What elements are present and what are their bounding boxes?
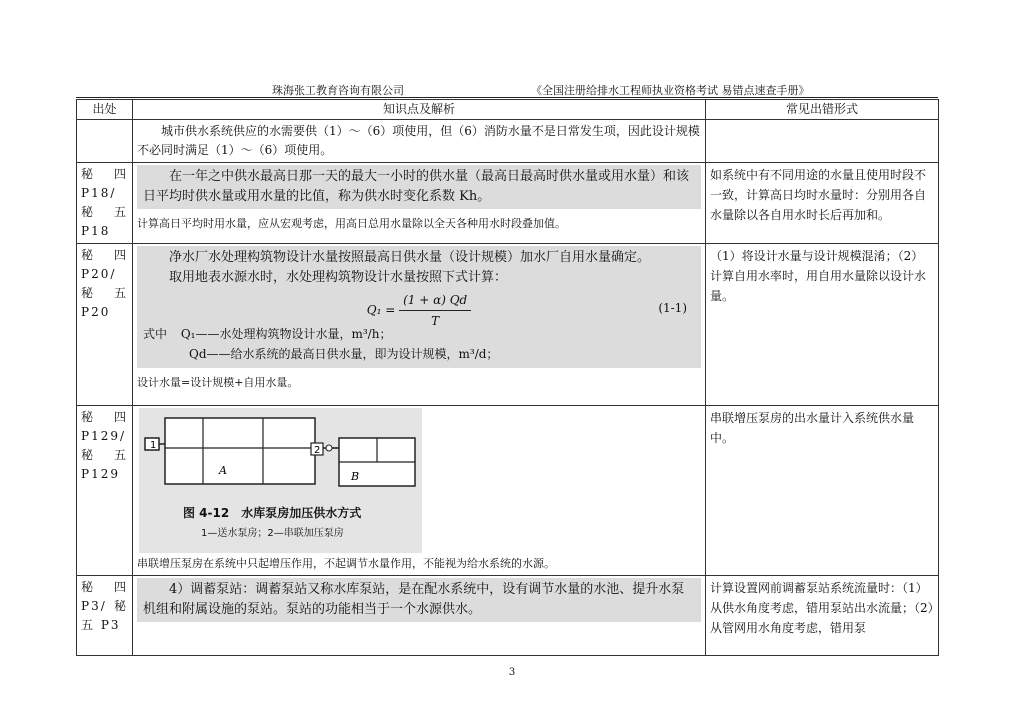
header-company: 珠海张工教育咨询有限公司 <box>272 84 404 97</box>
formula-lhs: Q₁ = <box>366 303 396 317</box>
row-source: 秘 四 P18/秘 五 P18 <box>77 163 133 244</box>
row-knowledge <box>133 163 706 244</box>
knowledge-note: 设计水量=设计规模+自用水量。 <box>137 376 299 389</box>
table-row <box>77 163 939 244</box>
formula-number: (1-1) <box>658 301 687 315</box>
row-mistake: 串联增压泵房的出水量计入系统供水量中。 <box>706 406 939 576</box>
table-header-row <box>77 100 939 120</box>
table-row <box>77 406 939 576</box>
col-header-mistake: 常见出错形式 <box>706 100 939 120</box>
row-mistake <box>706 120 939 163</box>
figure-subcaption: 1—送水泵房；2—串联加压泵房 <box>201 528 344 539</box>
def-line-2: Qd——给水系统的最高日供水量，即为设计规模，m³/d； <box>189 347 499 361</box>
page-number: 3 <box>508 667 516 678</box>
table-row <box>77 120 939 163</box>
row-mistake: （1）将设计水量与设计规模混淆；（2）计算自用水率时，用自用水量除以设计水量。 <box>706 244 939 406</box>
def-prefix: 式中 <box>143 327 168 341</box>
excerpt-line-1: 净水厂水处理构筑物设计水量按照最高日供水量（设计规模）加水厂自用水量确定。 <box>169 250 651 265</box>
highlight-excerpt: 4）调蓄泵站：调蓄泵站又称水库泵站，是在配水系统中，设有调节水量的水池、提升水泵机组和附属设施的泵站。泵站的功能相当于一个水源供水。 <box>137 578 701 622</box>
row-source: 秘 四 P3/秘 五 P3 <box>77 576 133 656</box>
row-source: 秘 四 P20/秘 五 P20 <box>77 244 133 406</box>
table-row <box>77 576 939 656</box>
pump-station-figure <box>139 408 422 553</box>
header-rule <box>76 97 938 98</box>
formula-fraction <box>399 290 471 331</box>
row-mistake: 计算设置网前调蓄泵站系统流量时：（1）从供水角度考虑，错用泵站出水流量；（2）从管网用水角度考虑，错用泵 <box>706 576 939 656</box>
header-book-title: 《全国注册给排水工程师执业资格考试 易错点速查手册》 <box>531 84 810 97</box>
formula-1-1 <box>143 290 695 328</box>
knowledge-table <box>76 99 939 656</box>
row-knowledge <box>133 406 706 576</box>
row-knowledge <box>133 244 706 406</box>
formula-denominator: T <box>431 314 440 328</box>
col-header-knowledge: 知识点及解析 <box>133 100 706 120</box>
row-knowledge <box>133 576 706 656</box>
fig-box2-label: 2 <box>314 445 321 456</box>
col-header-source: 出处 <box>77 100 133 120</box>
fig-box1-label: 1 <box>150 440 157 451</box>
row-source: 秘 四 P129/秘 五 P129 <box>77 406 133 576</box>
figure-caption: 图 4-12 水库泵房加压供水方式 <box>183 506 362 520</box>
excerpt-line-2: 取用地表水源水时，水处理构筑物设计水量按照下式计算： <box>169 270 508 285</box>
table-row <box>77 244 939 406</box>
highlight-excerpt: 在一年之中供水最高日那一天的最大一小时的供水量（最高日最高时供水量或用水量）和该日平均时供水量或用水量的比值，称为供水时变化系数 Kh。 <box>137 165 701 209</box>
row-source <box>77 120 133 163</box>
knowledge-text: 城市供水系统供应的水需要供（1）～（6）项使用，但（6）消防水量不是日常发生项，因此设计规模不必同时满足（1）～（6）项使用。 <box>137 124 700 157</box>
knowledge-note: 计算高日平均时用水量，应从宏观考虑，用高日总用水量除以全天各种用水时段叠加值。 <box>137 217 566 230</box>
formula-numerator: (1 + α) Qd <box>399 290 471 311</box>
fig-label-b: B <box>351 470 360 483</box>
row-mistake: 如系统中有不同用途的水量且使用时段不一致，计算高日均时水量时：分别用各自水量除以各自用水时长后再加和。 <box>706 163 939 244</box>
highlight-excerpt <box>137 246 701 368</box>
def-line-1: Q₁——水处理构筑物设计水量，m³/h； <box>180 327 392 341</box>
fig-label-a: A <box>219 464 227 477</box>
knowledge-note: 串联增压泵房在系统中只起增压作用，不起调节水量作用，不能视为给水系统的水源。 <box>137 557 555 570</box>
row-knowledge <box>133 120 706 163</box>
